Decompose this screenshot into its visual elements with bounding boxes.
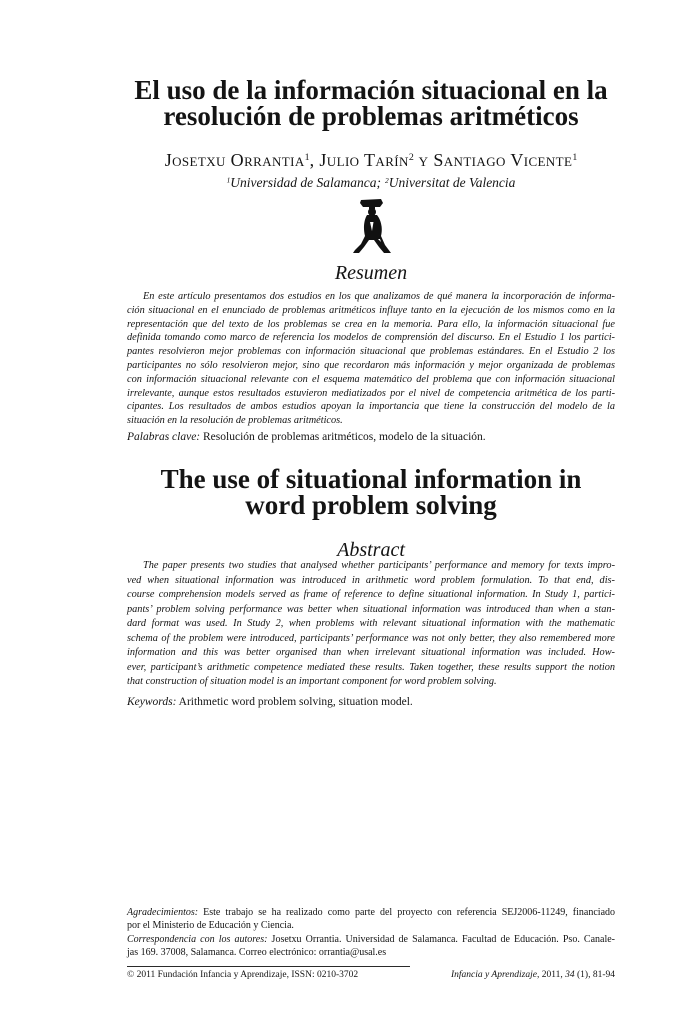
acknowledgements-footnote: [127, 906, 615, 932]
abstract-line: dard format was used. In Study 2, when problems with relevant situational information with the mathematic: [127, 618, 615, 629]
resumen-line: representación que del texto de los problemas se crea en la memoria. Para ello, la información situacional fue: [127, 318, 615, 330]
author-name: Josetxu Orrantia: [164, 150, 305, 170]
title-es-line: El uso de la información situacional en la: [134, 75, 608, 105]
page-footer: [127, 969, 615, 981]
keywords-text: Arithmetic word problem solving, situation model.: [178, 696, 413, 708]
resumen-line: irrelevante, aunque estos resultados estuvieron mediatizados por el nivel de competencia aritmética de los parti-: [127, 387, 615, 399]
footnote-line: [127, 906, 615, 919]
title-en-line: word problem solving: [245, 490, 497, 520]
author-name: Julio Tarín: [319, 150, 409, 170]
resumen-line: En este artículo presentamos dos estudios en los que analizamos de qué manera la incorporación de informa-: [143, 291, 615, 302]
resumen-line: situación en la resolución de problemas aritméticos.: [127, 415, 343, 427]
affiliations: [127, 175, 615, 191]
palabras-clave-label: Palabras clave:: [127, 431, 201, 443]
abstract-line: The paper presents two studies that analysed whether participants’ performance and memory for texts impro-: [143, 560, 615, 571]
abstract-line: information and this was better organised than when irrelevant situational information was included. How-: [127, 647, 615, 658]
abstract-line: pants’ problem solving performance was better when situational information was introduced than when a stan-: [127, 603, 615, 615]
resumen-text: [127, 290, 615, 428]
journal-citation: [451, 969, 615, 981]
abstract-heading: Abstract: [337, 539, 405, 561]
acknowledgements-label: Agradecimientos:: [127, 907, 199, 918]
resumen-line: cipantes. Los resultados de ambos estudios apoyan la importancia que tiene la construcción del modelo de la: [127, 401, 615, 413]
affiliation-name: Universitat de Valencia: [388, 175, 516, 190]
footnote-line: por el Ministerio de Educación y Ciencia.: [127, 920, 294, 931]
abstract-line: course comprehension models served as frame of reference to define situational information. In Study 1, partici-: [127, 589, 615, 600]
resumen-line: ción situacional en el enunciado de problemas aritméticos influye tanto en la ejecución de los mismos como en la: [127, 304, 615, 316]
correspondence-label: Correspondencia con los autores:: [127, 934, 268, 945]
acknowledgements-text: Este trabajo se ha realizado como parte del proyecto con referencia SEJ2006-11249, financiado: [203, 907, 616, 918]
keywords: [127, 695, 615, 709]
abstract-line: ved when situational information was introduced in arithmetic word problem formulation. To that end, dis-: [127, 574, 615, 586]
resumen-line: participantes no sólo resolvieron mejor, sino que recordaron más información y mejor organizada de problemas: [127, 359, 615, 371]
citation-issue-pages: (1), 81-94: [574, 970, 615, 980]
keywords-label: Keywords:: [127, 696, 177, 708]
affiliation-mark: 2: [408, 152, 414, 164]
correspondence-text: Josetxu Orrantia. Universidad de Salamanca. Facultad de Educación. Pso. Canale-: [271, 934, 616, 945]
affiliation-mark: 2: [385, 175, 389, 185]
palabras-clave: [127, 430, 615, 444]
abstract-text: [127, 559, 615, 690]
journal-logo-icon: [350, 198, 394, 254]
title-en-line: The use of situational information in: [160, 464, 582, 494]
resumen-heading: Resumen: [334, 262, 408, 284]
author-name: Santiago Vicente: [433, 150, 573, 170]
author-separator: y: [413, 150, 434, 170]
resumen-line: pantes resolvieron mejor problemas con información situacional que problemas estándares. En el Estudio 2 los: [127, 346, 615, 358]
citation-volume: 34: [565, 970, 575, 980]
title-en: [127, 466, 615, 518]
author-separator: ,: [309, 150, 320, 170]
copyright-notice: © 2011 Fundación Infancia y Aprendizaje, ISSN: 0210-3702: [127, 970, 359, 980]
footnote-line: jas 169. 37008, Salamanca. Correo electrónico: orrantia@usal.es: [127, 947, 387, 958]
abstract-line: that construction of situation model is an important component for word problem solving.: [127, 676, 497, 687]
correspondence-footnote: [127, 933, 615, 959]
title-es-line: resolución de problemas aritméticos: [163, 101, 579, 131]
resumen-line: definida tomando como marco de referencia los modelos de comprensión del discurso. En el Estudio 1 los partici-: [127, 332, 615, 344]
affiliation-name: Universidad de Salamanca;: [230, 175, 381, 190]
citation-year: , 2011,: [536, 970, 566, 980]
authors: [127, 150, 615, 170]
footer-rule: [127, 966, 410, 967]
abstract-line: ever, participant’s arithmetic competence mediated these results. Taken together, these results support the notion: [127, 661, 615, 673]
affiliation-mark: 1: [226, 175, 231, 185]
abstract-line: schema of the problem were introduced, participants’ performance was not only better, they also remembered more: [127, 632, 615, 644]
affiliation-mark: 1: [572, 152, 578, 164]
palabras-clave-text: Resolución de problemas aritméticos, modelo de la situación.: [203, 431, 486, 443]
title-es: [127, 77, 615, 129]
resumen-line: con información situacional relevante con el esquema matemático del problema que con información situacional: [127, 373, 615, 385]
journal-logo: [350, 198, 394, 254]
footnote-line: [127, 933, 615, 946]
affiliation-mark: 1: [304, 152, 310, 164]
citation-journal: Infancia y Aprendizaje: [450, 970, 537, 980]
